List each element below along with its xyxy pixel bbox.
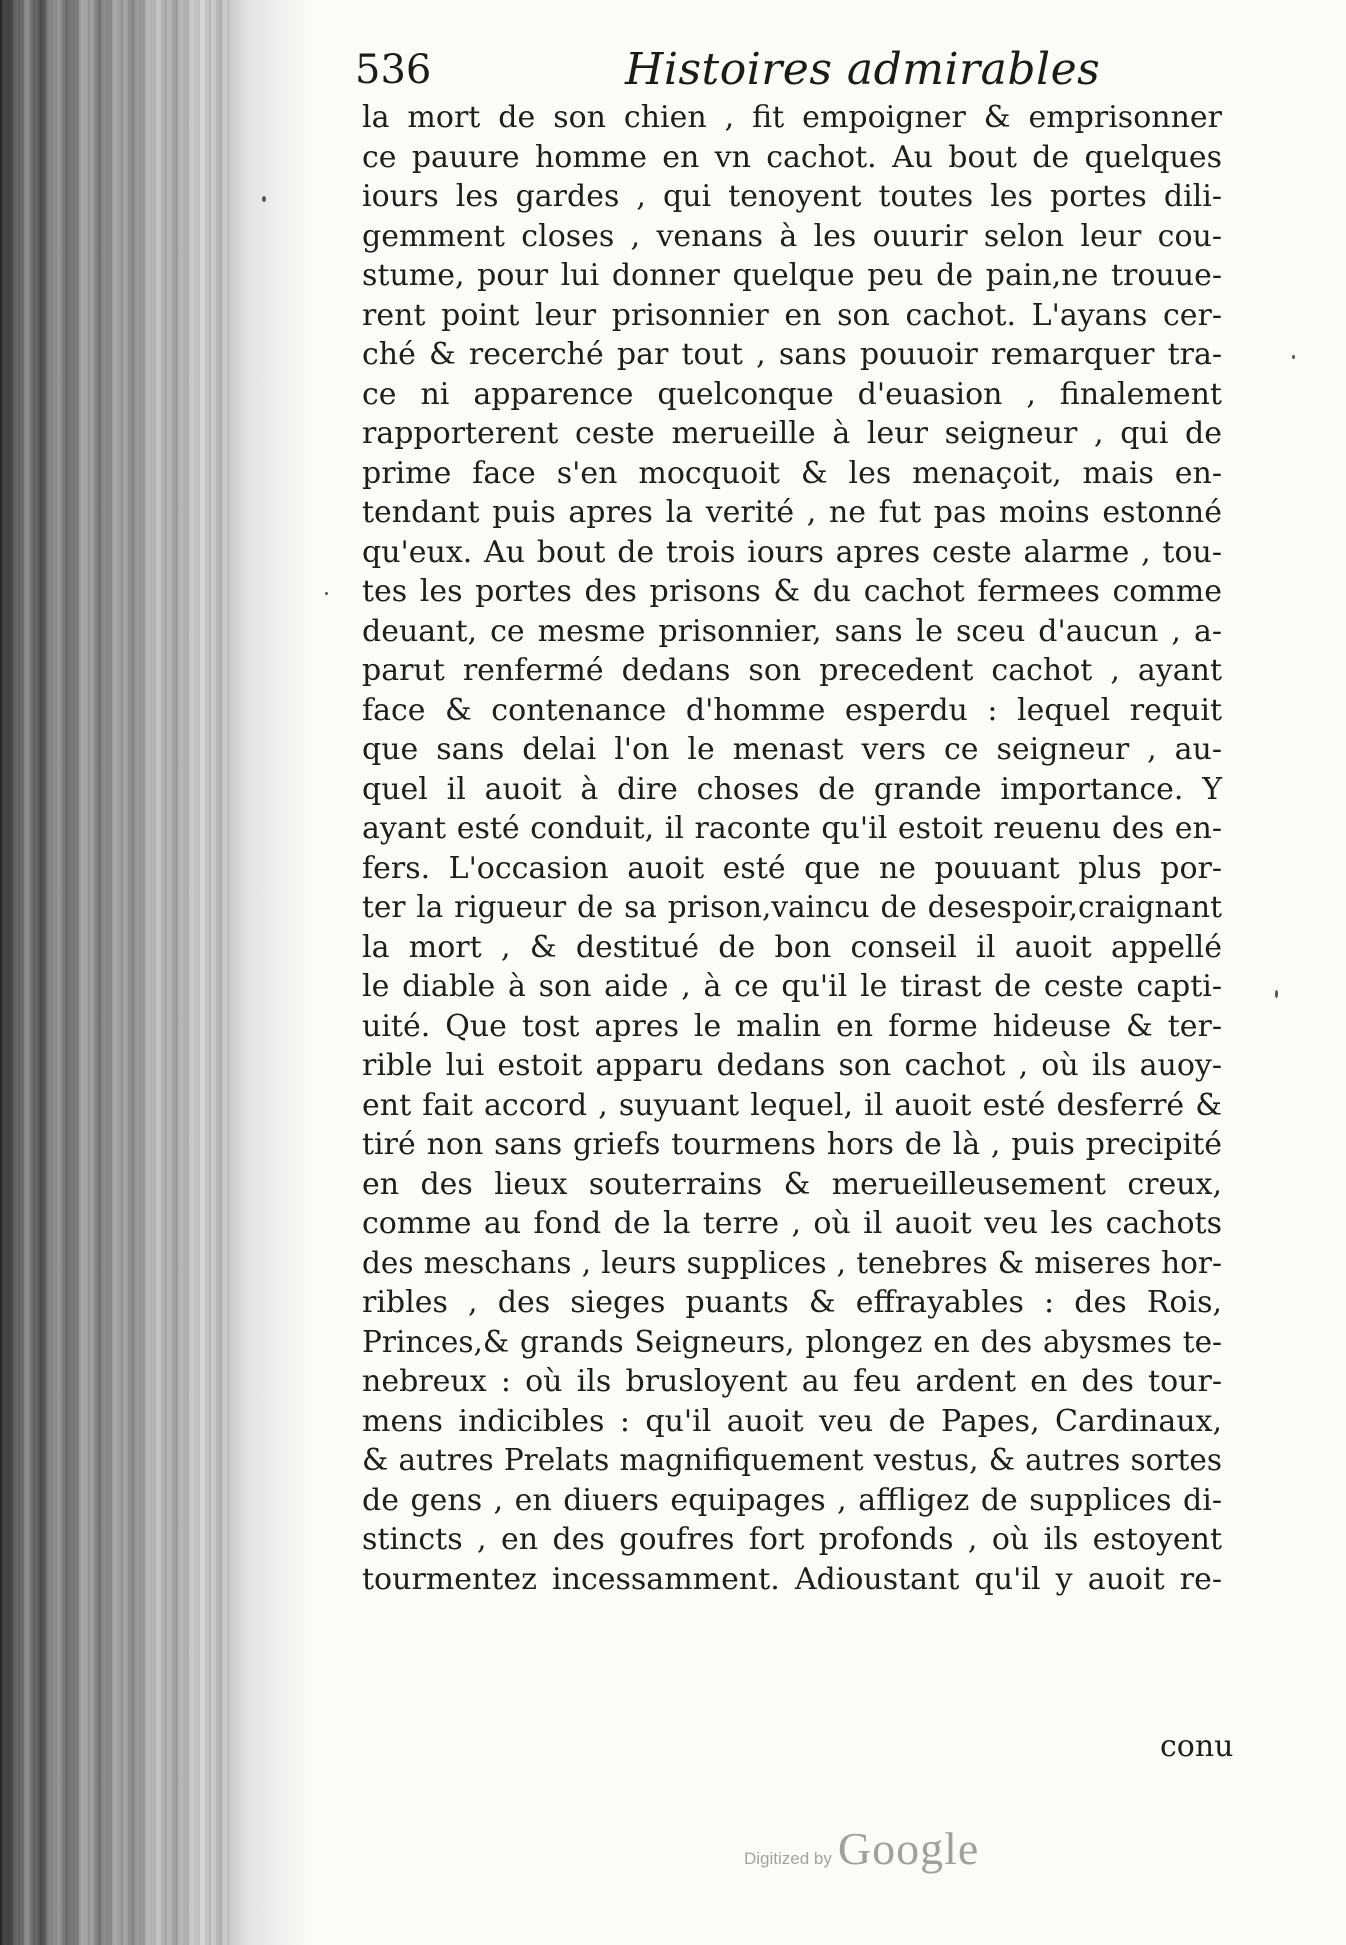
spine-texture bbox=[0, 0, 230, 1945]
text-line: gemment closes , venans à les ouurir selon leur cou- bbox=[362, 218, 1222, 254]
text-line: rapporterent ceste merueille à leur seigneur , qui de bbox=[362, 416, 1222, 451]
text-line: ter la rigueur de sa prison,vaincu de desespoir,craignant bbox=[362, 890, 1222, 924]
digitized-prefix: Digitized by bbox=[744, 1849, 832, 1868]
page-number: 536 bbox=[355, 47, 432, 93]
ink-speck bbox=[1275, 990, 1278, 998]
text-line: comme au fond de la terre , où il auoit veu les cachots bbox=[362, 1206, 1222, 1241]
text-line: stincts , en des goufres fort profonds , où ils estoyent bbox=[362, 1522, 1222, 1557]
text-line: la mort , & destitué de bon conseil il auoit appellé bbox=[362, 929, 1222, 965]
digitized-by-watermark bbox=[744, 1822, 979, 1882]
text-line: nebreux : où ils brusloyent au feu ardent en des tour- bbox=[362, 1364, 1222, 1399]
text-line: tiré non sans griefs tourmens hors de là , puis precipité bbox=[362, 1127, 1222, 1162]
text-line: tourmentez incessamment. Adioustant qu'il y auoit re- bbox=[362, 1561, 1222, 1597]
text-line: qu'eux. Au bout de trois iours apres ceste alarme , tou- bbox=[362, 534, 1222, 570]
text-line: ché & recerché par tout , sans pouuoir remarquer tra- bbox=[362, 337, 1222, 372]
ink-speck bbox=[1292, 355, 1295, 359]
text-line: des meschans , leurs supplices , tenebres & miseres hor- bbox=[362, 1245, 1222, 1280]
text-line: rent point leur prisonnier en son cachot. L'ayans cer- bbox=[362, 297, 1222, 333]
text-line: fers. L'occasion auoit esté que ne pouuant plus por- bbox=[362, 850, 1222, 886]
text-line: quel il auoit à dire choses de grande importance. Y bbox=[362, 771, 1222, 807]
running-title: Histoires admirables bbox=[625, 44, 1101, 95]
text-line: ribles , des sieges puants & effrayables : des Rois, bbox=[362, 1285, 1222, 1320]
text-line: ce pauure homme en vn cachot. Au bout de quelques bbox=[362, 139, 1222, 175]
text-line: tes les portes des prisons & du cachot fermees comme bbox=[362, 574, 1222, 609]
text-line: que sans delai l'on le menast vers ce seigneur , au- bbox=[362, 732, 1222, 767]
text-line: deuant, ce mesme prisonnier, sans le sceu d'aucun , a- bbox=[362, 613, 1222, 649]
text-line: ce ni apparence quelconque d'euasion , finalement bbox=[362, 376, 1222, 412]
ink-speck bbox=[262, 196, 266, 202]
text-line: mens indicibles : qu'il auoit veu de Papes, Cardinaux, bbox=[362, 1403, 1222, 1439]
text-line: iours les gardes , qui tenoyent toutes les portes dili- bbox=[362, 179, 1222, 214]
text-line: ent fait accord , suyuant lequel, il auoit esté desferré & bbox=[362, 1087, 1222, 1123]
text-line: de gens , en diuers equipages , affligez de supplices di- bbox=[362, 1482, 1222, 1518]
text-line: uité. Que tost apres le malin en forme hideuse & ter- bbox=[362, 1008, 1222, 1044]
page-header bbox=[355, 40, 1235, 100]
text-line: tendant puis apres la verité , ne fut pas moins estonné bbox=[362, 495, 1222, 530]
body-text bbox=[362, 98, 1222, 1599]
text-line: ayant esté conduit, il raconte qu'il estoit reuenu des en- bbox=[362, 811, 1222, 846]
text-line: rible lui estoit apparu dedans son cachot , où ils auoy- bbox=[362, 1048, 1222, 1083]
text-line: Princes,& grands Seigneurs, plongez en des abysmes te- bbox=[362, 1324, 1222, 1359]
text-line: & autres Prelats magnifiquement vestus, & autres sortes bbox=[362, 1443, 1222, 1477]
text-line: parut renfermé dedans son precedent cachot , ayant bbox=[362, 653, 1222, 688]
text-line: le diable à son aide , à ce qu'il le tirast de ceste capti- bbox=[362, 969, 1222, 1004]
catchword: conu bbox=[1160, 1729, 1234, 1764]
text-line: la mort de son chien , fit empoigner & emprisonner bbox=[362, 100, 1222, 135]
text-line: stume, pour lui donner quelque peu de pain,ne trouue- bbox=[362, 258, 1222, 293]
ink-speck bbox=[325, 592, 328, 595]
text-line: face & contenance d'homme esperdu : lequel requit bbox=[362, 692, 1222, 728]
text-line: prime face s'en mocquoit & les menaçoit, mais en- bbox=[362, 455, 1222, 491]
google-logo: Google bbox=[837, 1823, 980, 1874]
text-line: en des lieux souterrains & merueilleusement creux, bbox=[362, 1166, 1222, 1202]
